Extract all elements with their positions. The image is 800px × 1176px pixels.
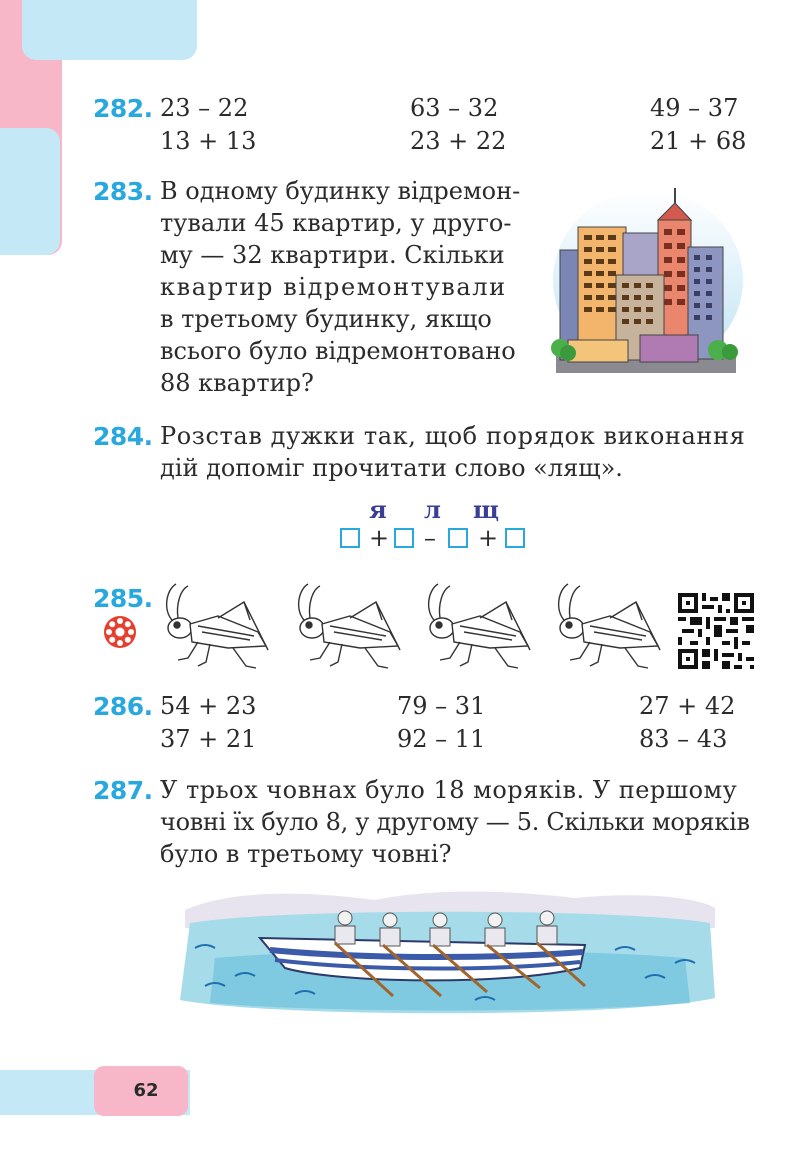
problem-287-text [160, 774, 750, 870]
grasshopper-icon [290, 580, 410, 670]
expression: 79 – 31 [397, 692, 486, 720]
expression: 63 – 32 [410, 94, 499, 122]
problem-285-number: 285. [93, 584, 153, 613]
expression: 13 + 13 [160, 127, 257, 155]
text-line: в третьому будинку, якщо [160, 305, 492, 333]
operator: – [424, 524, 436, 552]
answer-box[interactable] [448, 528, 468, 548]
letter: л [424, 495, 441, 524]
letter: щ [473, 495, 499, 524]
page-number: 62 [133, 1080, 159, 1101]
problem-284-text [160, 420, 745, 484]
grasshopper-icon [158, 580, 278, 670]
grasshopper-icon [420, 580, 540, 670]
qr-code-icon[interactable] [678, 593, 754, 669]
text-line: квартир відремонтували [160, 273, 507, 301]
problem-286-number: 286. [93, 692, 153, 721]
expression: 54 + 23 [160, 692, 257, 720]
expression: 83 – 43 [639, 725, 728, 753]
expression: 23 + 22 [410, 127, 507, 155]
rowing-boat-illustration [175, 888, 720, 1023]
operator: + [478, 524, 499, 552]
problem-282-number: 282. [93, 94, 153, 123]
problem-283-text [160, 175, 521, 399]
answer-box[interactable] [505, 528, 525, 548]
problem-284-number: 284. [93, 422, 153, 451]
answer-box[interactable] [340, 528, 360, 548]
expression: 92 – 11 [397, 725, 486, 753]
text-line: му — 32 квартири. Скільки [160, 241, 505, 269]
text-line: У трьох човнах було 18 моряків. У першому [160, 776, 738, 804]
operator: + [369, 524, 390, 552]
text-line: 88 квартир? [160, 369, 314, 397]
expression: 21 + 68 [650, 127, 747, 155]
text-line: човні їх було 8, у другому — 5. Скільки моряків [160, 808, 750, 836]
text-line: всього було відремонтовано [160, 337, 516, 365]
text-line: В одному будинку відремон- [160, 177, 521, 205]
expression: 27 + 42 [639, 692, 736, 720]
expression: 23 – 22 [160, 94, 249, 122]
city-buildings-illustration [548, 185, 743, 375]
blue-top-tab [22, 0, 197, 60]
problem-287-number: 287. [93, 776, 153, 805]
answer-box[interactable] [394, 528, 414, 548]
expression: 37 + 21 [160, 725, 257, 753]
text-line: було в третьому човні? [160, 840, 452, 868]
text-line: Розстав дужки так, щоб порядок виконання [160, 422, 746, 450]
blue-side-tab [0, 128, 60, 255]
problem-283-number: 283. [93, 177, 153, 206]
text-line: тували 45 квартир, у друго- [160, 209, 512, 237]
expression: 49 – 37 [650, 94, 739, 122]
letter: я [369, 495, 387, 524]
text-line: дій допоміг прочитати слово «лящ». [160, 454, 623, 482]
sun-flower-icon [103, 615, 137, 649]
grasshopper-icon [550, 580, 670, 670]
